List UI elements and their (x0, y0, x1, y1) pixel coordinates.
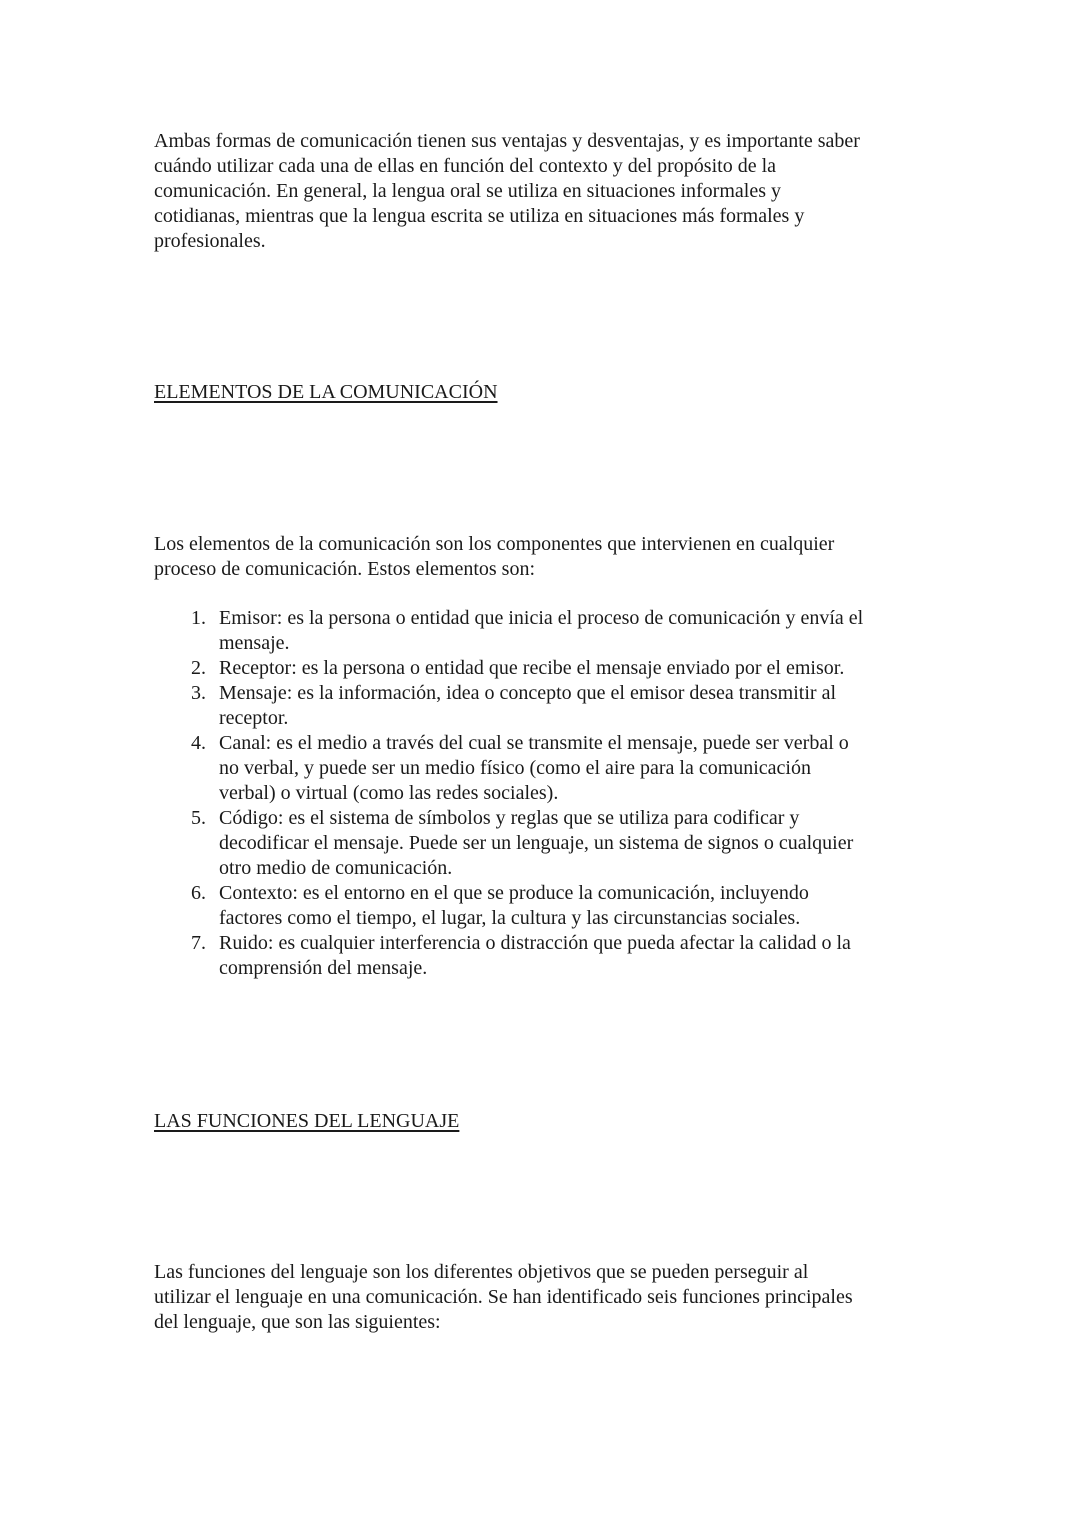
list-item (154, 656, 954, 681)
text-line: verbal) o virtual (como las redes sociales). (219, 782, 559, 804)
text-line: Mensaje: es la información, idea o concepto que el emisor desea transmitir al (219, 682, 837, 704)
text-line: Contexto: es el entorno en el que se produce la comunicación, incluyendo (219, 882, 809, 904)
paragraph-elementos-intro (154, 532, 944, 582)
elements-list (154, 606, 954, 981)
text-line: cuándo utilizar cada una de ellas en función del contexto y del propósito de la (154, 155, 777, 177)
list-text (219, 931, 954, 981)
list-item (154, 606, 954, 656)
list-number: 3. (191, 682, 206, 704)
list-number: 2. (191, 657, 206, 679)
list-text (219, 656, 954, 681)
text-line: del lenguaje, que son las siguientes: (154, 1311, 441, 1333)
list-text (219, 606, 954, 656)
text-line: utilizar el lenguaje en una comunicación. Se han identificado seis funciones principales (154, 1286, 853, 1308)
list-number: 5. (191, 807, 206, 829)
text-line: decodificar el mensaje. Puede ser un lenguaje, un sistema de signos o cualquier (219, 832, 854, 854)
text-line: cotidianas, mientras que la lengua escrita se utiliza en situaciones más formales y (154, 205, 805, 227)
text-line: receptor. (219, 707, 289, 729)
text-line: Emisor: es la persona o entidad que inicia el proceso de comunicación y envía el (219, 607, 864, 629)
list-number: 7. (191, 932, 206, 954)
text-line: Ambas formas de comunicación tienen sus ventajas y desventajas, y es importante saber (154, 130, 860, 152)
text-line: comunicación. En general, la lengua oral se utiliza en situaciones informales y (154, 180, 781, 202)
text-line: Las funciones del lenguaje son los diferentes objetivos que se pueden perseguir al (154, 1261, 809, 1283)
text-line: Receptor: es la persona o entidad que recibe el mensaje enviado por el emisor. (219, 657, 845, 679)
text-line: otro medio de comunicación. (219, 857, 453, 879)
text-line: Código: es el sistema de símbolos y reglas que se utiliza para codificar y (219, 807, 800, 829)
text-line: comprensión del mensaje. (219, 957, 428, 979)
list-text (219, 806, 954, 881)
text-line: factores como el tiempo, el lugar, la cultura y las circunstancias sociales. (219, 907, 801, 929)
list-item (154, 806, 954, 881)
list-text (219, 681, 954, 731)
text-line: no verbal, y puede ser un medio físico (como el aire para la comunicación (219, 757, 811, 779)
paragraph-ventajas (154, 129, 944, 254)
list-item (154, 931, 954, 981)
list-number: 4. (191, 732, 206, 754)
list-number: 6. (191, 882, 206, 904)
list-item (154, 731, 954, 806)
list-text (219, 881, 954, 931)
text-line: Los elementos de la comunicación son los componentes que intervienen en cualquier (154, 533, 835, 555)
text-line: Ruido: es cualquier interferencia o distracción que pueda afectar la calidad o la (219, 932, 851, 954)
list-number: 1. (191, 607, 206, 629)
text-line: mensaje. (219, 632, 290, 654)
list-text (219, 731, 954, 806)
text-line: profesionales. (154, 230, 266, 252)
list-item (154, 881, 954, 931)
heading-elementos: ELEMENTOS DE LA COMUNICACIÓN (154, 381, 498, 403)
heading-funciones: LAS FUNCIONES DEL LENGUAJE (154, 1110, 460, 1132)
text-line: proceso de comunicación. Estos elementos son: (154, 558, 536, 580)
paragraph-funciones-intro (154, 1260, 944, 1335)
list-item (154, 681, 954, 731)
text-line: Canal: es el medio a través del cual se transmite el mensaje, puede ser verbal o (219, 732, 849, 754)
